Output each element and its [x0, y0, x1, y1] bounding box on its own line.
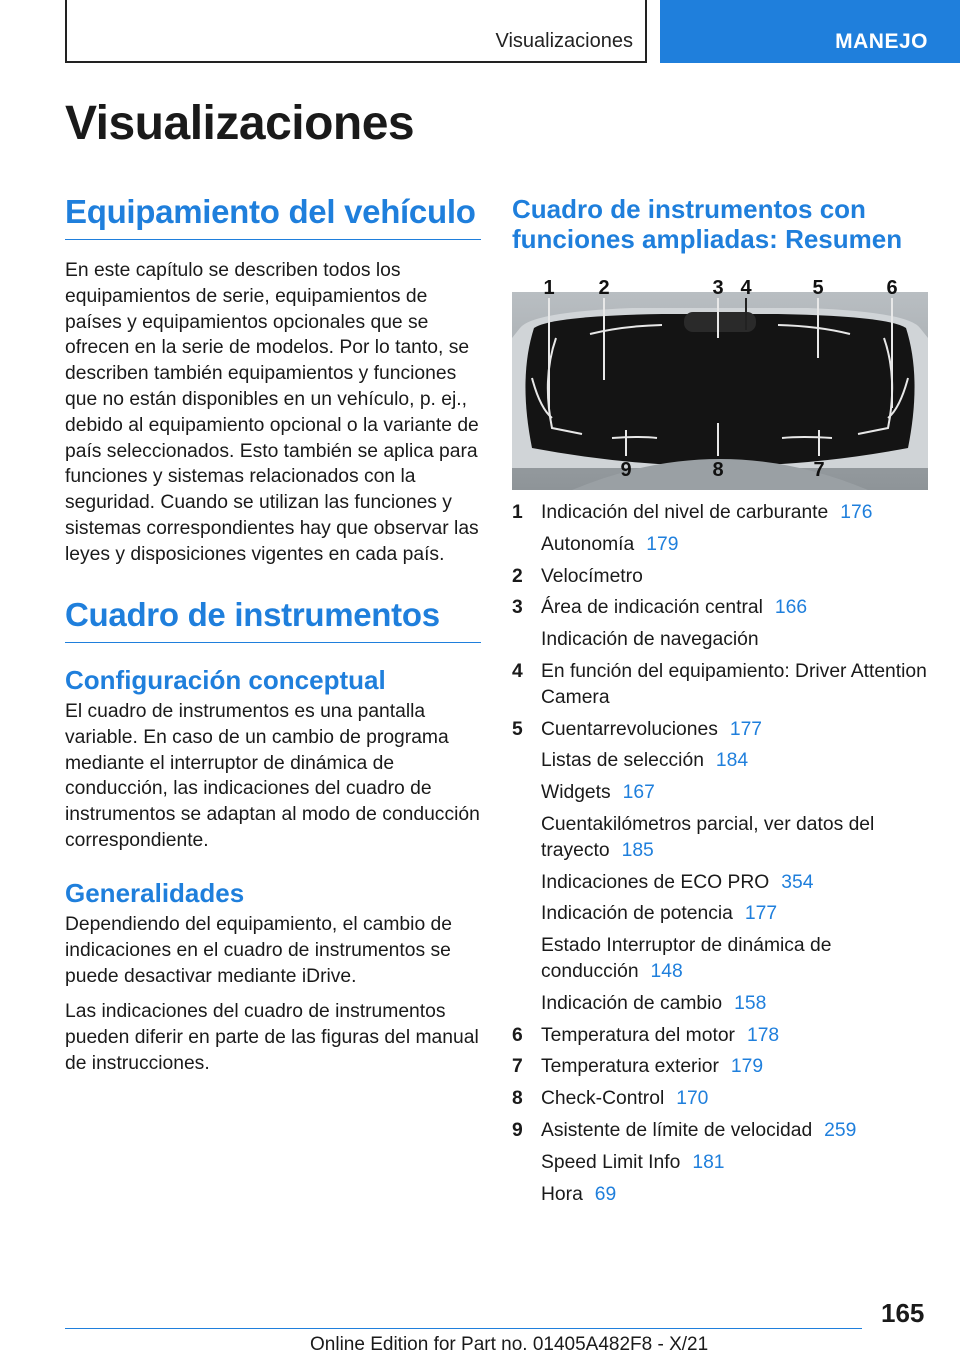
legend-item-text: Asistente de límite de velocidad [541, 1119, 813, 1141]
legend-page-link[interactable]: 176 [840, 502, 873, 523]
page-number: 165 [881, 1298, 925, 1328]
callout-1: 1 [543, 277, 555, 299]
text-equipamiento: En este capítulo se describen todos los equipamientos de serie, equipamientos de países y equipamientos opcionales que se ofrecen en la serie de modelos. Por lo tanto, se describen también equipamientos y funciones que no están disponibles en un vehículo, p. ej., debido al equipamiento opcional o la variante de país seleccionados. Esto también se aplica para funciones y sistemas relacionados con la seguridad. Cuando se utilizan las funciones y sistemas correspondientes hay que observar las leyes y disposiciones vigentes en cada país. [65, 260, 479, 565]
legend-page-link[interactable]: 259 [824, 1119, 857, 1141]
bottom-right-outline [782, 437, 832, 438]
legend-item [512, 595, 930, 621]
legend-item-number: 6 [512, 1024, 523, 1046]
legend-page-link[interactable]: 178 [746, 1024, 780, 1046]
legend-item [512, 659, 930, 711]
text-configuracion: El cuadro de instrumentos es una pantalla variable. En caso de un cambio de programa mediante el interruptor de dinámica de conducción, las indicaciones del cuadro de instrumentos se adaptan al modo de conducción correspondiente. [65, 701, 480, 851]
legend-page-link[interactable]: 170 [676, 1088, 709, 1110]
legend-item-number: 4 [512, 660, 523, 682]
callout-7: 7 [813, 459, 825, 481]
legend-item [512, 500, 930, 526]
legend-item-number: 8 [512, 1088, 523, 1110]
legend-item-text: Estado Interruptor de dinámica de conducción [541, 935, 832, 982]
legend-item [512, 717, 930, 743]
section-generalidades [65, 877, 481, 1077]
legend-item-text: Indicación de navegación [541, 629, 759, 651]
legend-item-number: 7 [512, 1056, 523, 1078]
header-section-label: Visualizaciones [495, 30, 633, 52]
legend-page-link[interactable]: 177 [729, 718, 763, 740]
heading-cuadro: Cuadro de instrumentos [65, 596, 481, 643]
legend-page-link[interactable]: 354 [781, 871, 814, 893]
legend-page-link[interactable]: 177 [744, 903, 778, 925]
legend-item [512, 1054, 930, 1080]
legend-page-link[interactable]: 148 [650, 960, 683, 982]
legend-page-link[interactable]: 167 [622, 782, 655, 804]
legend-page-link[interactable]: 158 [734, 992, 767, 1014]
legend-item [512, 870, 930, 896]
legend-page-link[interactable]: 181 [692, 1151, 725, 1173]
legend-page-link[interactable]: 185 [621, 839, 654, 861]
legend-item-text: Área de indicación central [541, 597, 763, 619]
heading-configuracion: Configuración conceptual [65, 665, 386, 695]
legend-item [512, 564, 930, 590]
callout-5: 5 [812, 277, 824, 299]
header-section-box [65, 0, 647, 63]
legend-item-text: Temperatura exterior [541, 1056, 719, 1078]
section-configuracion [65, 664, 481, 854]
heading-resumen: Cuadro de instrumentos con funciones ampliadas: Resumen [512, 194, 903, 254]
legend-item-number: 9 [512, 1119, 523, 1141]
legend-item-text: Velocímetro [541, 565, 643, 587]
legend-item [512, 1182, 930, 1208]
legend-item-number: 5 [512, 718, 523, 740]
footer-edition: Online Edition for Part no. 01405A482F8 - X/21 [310, 1334, 709, 1355]
callout-2: 2 [598, 277, 610, 299]
legend-item [512, 901, 930, 927]
instrument-cluster-figure [512, 268, 928, 490]
legend-item-text: Hora [541, 1183, 583, 1205]
callout-6: 6 [886, 277, 898, 299]
cluster-display [525, 314, 914, 466]
legend-item-text: Autonomía [541, 533, 635, 555]
legend-page-link[interactable]: 69 [594, 1183, 617, 1205]
chapter-tab-label: MANEJO [835, 30, 928, 53]
figure-legend [512, 500, 930, 1213]
legend-item-text: Check-Control [541, 1088, 665, 1110]
legend-item-text: Cuentakilómetros parcial, ver datos del trayecto [541, 813, 875, 861]
legend-item [512, 532, 930, 558]
callout-8: 8 [712, 459, 724, 481]
section-cuadro [65, 596, 481, 643]
legend-page-link[interactable]: 166 [774, 597, 808, 619]
callout-9: 9 [620, 459, 632, 481]
heading-equipamiento: Equipamiento del vehículo [65, 193, 481, 240]
page-title: Visualizaciones [65, 97, 415, 150]
legend-item-text: Indicación de cambio [541, 992, 723, 1014]
section-resumen [512, 194, 930, 254]
legend-item-text: Widgets [541, 782, 611, 804]
legend-item [512, 991, 930, 1017]
legend-item [512, 1023, 930, 1049]
legend-item-text: Temperatura del motor [541, 1024, 735, 1046]
section-equipamiento [65, 193, 481, 568]
legend-item [512, 780, 930, 806]
chapter-tab[interactable] [660, 0, 960, 63]
legend-item-number: 2 [512, 565, 523, 587]
legend-item-text: Cuentarrevoluciones [541, 718, 718, 740]
legend-item [512, 1118, 930, 1144]
legend-item-text: Indicaciones de ECO PRO [541, 871, 770, 893]
callout-3: 3 [712, 277, 724, 299]
heading-generalidades: Generalidades [65, 878, 245, 908]
legend-item [512, 933, 930, 985]
text-generalidades-1: Dependiendo del equipamiento, el cambio de indicaciones en el cuadro de instrumentos se puede desactivar mediante iDrive. [65, 914, 452, 987]
legend-item [512, 1150, 930, 1176]
legend-item-text: Listas de selección [541, 750, 704, 772]
legend-item [512, 812, 930, 864]
legend-item-text: En función del equipamiento: Driver Attention Camera [541, 660, 927, 708]
bottom-left-outline [612, 437, 657, 438]
legend-item-number: 3 [512, 597, 523, 619]
legend-item [512, 627, 930, 653]
text-generalidades-2: Las indicaciones del cuadro de instrumentos pueden diferir en parte de las figuras del manual de instrucciones. [65, 1001, 479, 1074]
legend-page-link[interactable]: 179 [730, 1056, 764, 1078]
legend-page-link[interactable]: 179 [646, 533, 679, 555]
footer-rule [65, 1328, 862, 1329]
legend-item-text: Speed Limit Info [541, 1151, 681, 1173]
legend-item-text: Indicación del nivel de carburante [541, 502, 829, 523]
callout-4: 4 [740, 277, 752, 299]
legend-item-number: 1 [512, 502, 523, 523]
legend-item [512, 1086, 930, 1112]
legend-item-text: Indicación de potencia [541, 903, 733, 925]
legend-item [512, 748, 930, 774]
legend-page-link[interactable]: 184 [715, 750, 749, 772]
